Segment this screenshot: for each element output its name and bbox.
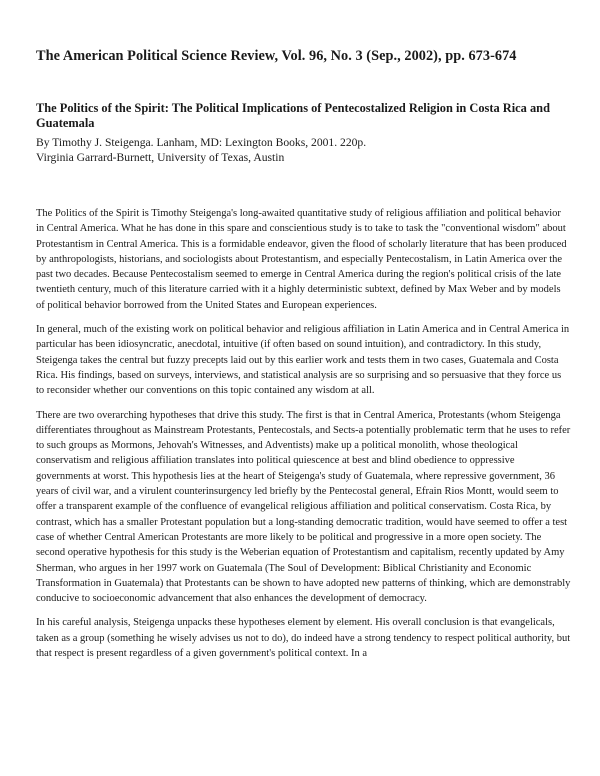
paragraph: The Politics of the Spirit is Timothy Steigenga's long-awaited quantitative study of religious affiliation and political behavior in Central America. What he has done in this spare and conscientious study is to take to task the "conventional wisdom" about Protestantism in Central America. This is a formidable endeavor, given the flood of scholarly literature that has been produced by anthropologists, historians, and sociologists about Protestantism, and especially Pentecostalism, in Latin America over the past two decades. Because Pentecostalism seemed to emerge in Central America during the region's political crisis of the late twentieth century, much of this literature carried with it a highly deterministic subtext, defined by Max Weber and by models of political behavior borrowed from the United States and European experiences. xyxy=(36,208,567,311)
paragraph: In general, much of the existing work on political behavior and religious affiliation in Latin America and in Central America in particular has been idiosyncratic, anecdotal, intuitive (if often based on sound intuition), and contradictory. In this study, Steigenga takes the central but fuzzy precepts laid out by this earlier work and tests them in two cases, Guatemala and Costa Rica. His findings, based on surveys, interviews, and statistical analysis are so surprising and so persuasive that they force us to reconsider whether our conventions on this topic contained any wisdom at all. xyxy=(36,324,570,397)
paragraph: There are two overarching hypotheses that drive this study. The first is that in Central America, Protestants (whom Steigenga differentiates throughout as Mainstream Protestants, Pentecostals, and Sects-a potentially problematic term that he uses to refer to such groups as Mormons, Jehovah's Witnesses, and Adventists) make up a political monolith, whose theological conservatism and religious affiliation translates into political quiescence at best and blind obedience to oppressive governments at worst. This hypothesis lies at the heart of Steigenga's study of Guatemala, where repressive government, 36 years of civil war, and a virulent counterinsurgency led briefly by the Pentecostal general, Efrain Rios Montt, would seem to offer a transparent example of the confluence of evangelical religious affiliation and political conservatism. Costa Rica, by contrast, which has a smaller Protestant population but a long-standing democratic tradition, would have seemed to offer a test case of whether Central American Protestants are more likely to be political and progressive in a more open society. The second operative hypothesis for this study is the Weberian equation of Protestantism and capitalism, recently updated by Amy Sherman, who argues in her 1997 work on Guatemala (The Soul of Development: Biblical Christianity and Economic Transformation in Guatemala) that Protestants can be shown to have adopted new patterns of thinking, which are demonstrably conducive to socioeconomic advancement that also enhances the development of democracy. xyxy=(36,409,571,605)
byline xyxy=(36,135,566,165)
book-info: By Timothy J. Steigenga. Lanham, MD: Lexington Books, 2001. 220p. xyxy=(36,136,367,149)
review-title: The Politics of the Spirit: The Political Implications of Pentecostalized Religion in Costa Rica and Guatemala xyxy=(36,101,550,130)
journal-header: The American Political Science Review, Vol. 96, No. 3 (Sep., 2002), pp. 673-674 xyxy=(36,48,517,64)
review-body xyxy=(36,206,571,661)
reviewer: Virginia Garrard-Burnett, University of Texas, Austin xyxy=(36,151,285,164)
paragraph: In his careful analysis, Steigenga unpacks these hypotheses element by element. His overall conclusion is that evangelicals, taken as a group (something he wisely advises us not to do), do indeed have a strong tendency to respect political authority, but that respect is present regardless of a given government's political context. In a xyxy=(36,617,571,660)
